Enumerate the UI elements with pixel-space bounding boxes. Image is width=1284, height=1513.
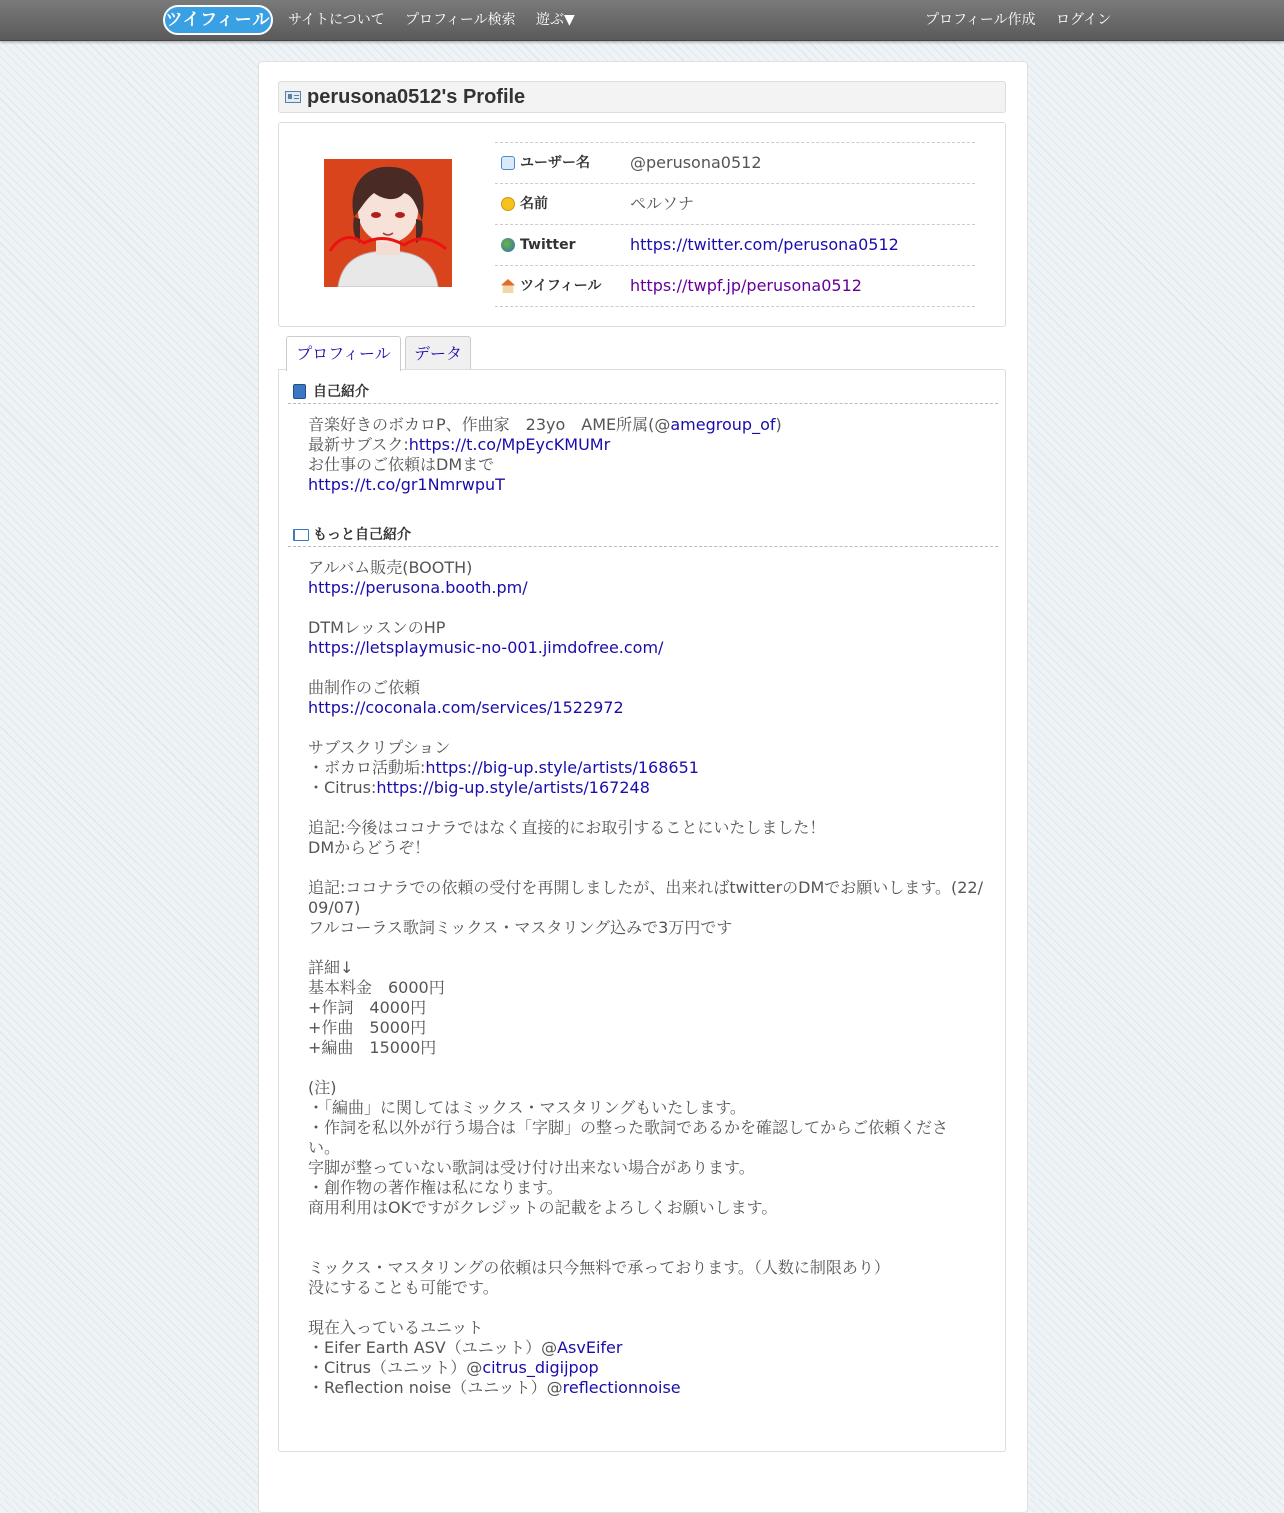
text-segment: 追記:ココナラでの依頼の受付を再開しましたが、出来ればtwitterのDMでお願いします。(22/ — [308, 878, 984, 897]
text-segment: ・Eifer Earth ASV（ユニット）@ — [308, 1338, 558, 1357]
text-line — [308, 578, 988, 598]
text-line — [308, 998, 988, 1018]
text-line — [308, 858, 988, 878]
text-segment: ・Citrus: — [308, 778, 377, 797]
text-line — [308, 415, 988, 435]
avatar-illustration — [324, 159, 452, 287]
text-segment: お仕事のご依頼はDMまで — [308, 455, 495, 474]
text-segment: +作曲 5000円 — [308, 1018, 427, 1037]
profile-content-box — [278, 369, 1006, 1452]
text-link[interactable]: https://letsplaymusic-no-001.jimdofree.com/ — [308, 638, 664, 657]
text-segment: 最新サブスク: — [308, 435, 409, 454]
text-segment: +作詞 4000円 — [308, 998, 427, 1017]
text-line — [308, 878, 988, 898]
main-container — [258, 61, 1028, 1513]
twitter-link[interactable]: https://twitter.com/perusona0512 — [630, 235, 899, 254]
text-line — [308, 1198, 988, 1218]
text-line — [308, 638, 988, 658]
text-segment: 現在入っているユニット — [308, 1318, 484, 1337]
info-label: ユーザー名 — [520, 155, 590, 171]
text-segment: アルバム販売(BOOTH) — [308, 558, 473, 577]
twpf-link[interactable]: https://twpf.jp/perusona0512 — [630, 276, 862, 295]
info-value-name: ペルソナ — [630, 194, 695, 213]
text-segment: ・「編曲」に関してはミックス・マスタリングもいたします。 — [308, 1098, 746, 1117]
section-intro-header — [288, 378, 998, 404]
text-segment: DTMレッスンのHP — [308, 618, 446, 637]
smiley-icon — [501, 197, 515, 211]
tab-profile[interactable]: プロフィール — [286, 336, 401, 371]
text-line — [308, 838, 988, 858]
text-line — [308, 698, 988, 718]
text-segment: 曲制作のご依頼 — [308, 678, 421, 697]
text-link[interactable]: citrus_digijpop — [482, 1358, 599, 1377]
text-line — [308, 1378, 988, 1398]
text-link[interactable]: https://big-up.style/artists/167248 — [376, 778, 650, 797]
text-link[interactable]: reflectionnoise — [562, 1378, 681, 1397]
text-line — [308, 1138, 988, 1158]
text-line — [308, 1058, 988, 1078]
profile-info-table — [495, 142, 975, 307]
info-label: ツイフィール — [520, 278, 602, 294]
text-segment: DMからどうぞ！ — [308, 838, 431, 857]
text-segment: 音楽好きのボカロP、作曲家 23yo AME所属(@ — [308, 415, 671, 434]
avatar[interactable] — [324, 159, 452, 287]
info-label: 名前 — [520, 196, 548, 212]
text-link[interactable]: AsvEifer — [557, 1338, 623, 1357]
text-line — [308, 738, 988, 758]
text-segment: 09/07) — [308, 898, 361, 917]
nav-create-profile-link[interactable]: プロフィール作成 — [925, 12, 1036, 28]
section-title: 自己紹介 — [313, 384, 369, 400]
home-icon — [501, 279, 515, 293]
text-segment: フルコーラス歌詞ミックス・マスタリング込みで3万円です — [308, 918, 733, 937]
text-line — [308, 1358, 988, 1378]
text-line — [308, 658, 988, 678]
text-segment: 基本料金 6000円 — [308, 978, 445, 997]
text-line — [308, 778, 988, 798]
text-line — [308, 1118, 988, 1138]
text-line — [308, 1338, 988, 1358]
info-row-name — [495, 184, 975, 225]
text-link[interactable]: https://coconala.com/services/1522972 — [308, 698, 624, 717]
text-segment: 字脚が整っていない歌詞は受け付け出来ない場合があります。 — [308, 1158, 755, 1177]
section-more-header — [288, 521, 998, 547]
text-line — [308, 958, 988, 978]
text-link[interactable]: https://t.co/MpEycKMUMr — [408, 435, 611, 454]
id-card-icon — [285, 91, 301, 103]
text-segment: ・Reflection noise（ユニット）@ — [308, 1378, 563, 1397]
text-line — [308, 978, 988, 998]
text-line — [308, 758, 988, 778]
text-segment: 商用利用はOKですがクレジットの記載をよろしくお願いします。 — [308, 1198, 778, 1217]
profile-info-box — [278, 122, 1006, 327]
text-segment: ・作詞を私以外が行う場合は「字脚」の整った歌詞であるかを確認してからご依頼くださ — [308, 1118, 949, 1137]
more-intro-text — [308, 558, 988, 1398]
text-segment: ) — [775, 415, 782, 434]
text-line — [308, 798, 988, 818]
site-logo[interactable]: ツイフィール — [163, 5, 273, 35]
text-segment: い。 — [308, 1138, 341, 1157]
globe-icon — [501, 238, 515, 252]
text-line — [308, 1078, 988, 1098]
info-row-username — [495, 143, 975, 184]
info-label: Twitter — [520, 237, 576, 253]
nav-profile-search-link[interactable]: プロフィール検索 — [405, 12, 516, 28]
text-line — [308, 1258, 988, 1278]
text-line — [308, 455, 988, 475]
text-line — [308, 1178, 988, 1198]
text-segment: 詳細↓ — [308, 958, 354, 977]
info-row-twitter — [495, 225, 975, 266]
text-line — [308, 435, 988, 455]
text-line — [308, 618, 988, 638]
nav-about-link[interactable]: サイトについて — [288, 12, 385, 28]
text-link[interactable]: https://perusona.booth.pm/ — [308, 578, 528, 597]
text-line — [308, 1318, 988, 1338]
text-link[interactable]: https://big-up.style/artists/168651 — [425, 758, 699, 777]
text-segment: ミックス・マスタリングの依頼は只今無料で承っております。（人数に制限あり） — [308, 1258, 890, 1277]
text-line — [308, 598, 988, 618]
text-line — [308, 1158, 988, 1178]
info-value-username: @perusona0512 — [630, 153, 762, 172]
tab-data[interactable]: データ — [405, 336, 471, 370]
text-line — [308, 818, 988, 838]
info-row-twpf — [495, 266, 975, 307]
text-line — [308, 1238, 988, 1258]
text-segment: ・ボカロ活動垢: — [308, 758, 426, 777]
text-line — [308, 475, 988, 495]
text-line — [308, 898, 988, 918]
section-title: もっと自己紹介 — [313, 527, 411, 543]
text-segment: +編曲 15000円 — [308, 1038, 437, 1057]
text-segment: ・創作物の著作権は私になります。 — [308, 1178, 563, 1197]
text-line — [308, 718, 988, 738]
text-line — [308, 1298, 988, 1318]
top-navbar — [0, 0, 1284, 41]
text-line — [308, 938, 988, 958]
text-line — [308, 1038, 988, 1058]
text-segment: ・Citrus（ユニット）@ — [308, 1358, 483, 1377]
nav-play-dropdown[interactable]: 遊ぶ▼ — [536, 12, 575, 28]
nav-login-link[interactable]: ログイン — [1056, 12, 1112, 28]
text-link[interactable]: amegroup_of — [670, 415, 776, 434]
text-segment: 追記:今後はココナラではなく直接的にお取引することにいたしました！ — [308, 818, 826, 837]
open-book-icon — [293, 529, 309, 541]
text-line — [308, 1098, 988, 1118]
text-line — [308, 1018, 988, 1038]
text-link[interactable]: https://t.co/gr1NmrwpuT — [308, 475, 505, 494]
text-segment: 没にすることも可能です。 — [308, 1278, 499, 1297]
profile-title-bar — [278, 81, 1006, 113]
text-segment: サブスクリプション — [308, 738, 451, 757]
text-segment: (注) — [308, 1078, 337, 1097]
page-title: perusona0512's Profile — [307, 86, 526, 108]
text-line — [308, 678, 988, 698]
speech-bubble-icon — [501, 156, 515, 170]
notebook-icon — [293, 384, 306, 399]
intro-text — [308, 415, 988, 495]
text-line — [308, 1278, 988, 1298]
text-line — [308, 918, 988, 938]
text-line — [308, 1218, 988, 1238]
text-line — [308, 558, 988, 578]
